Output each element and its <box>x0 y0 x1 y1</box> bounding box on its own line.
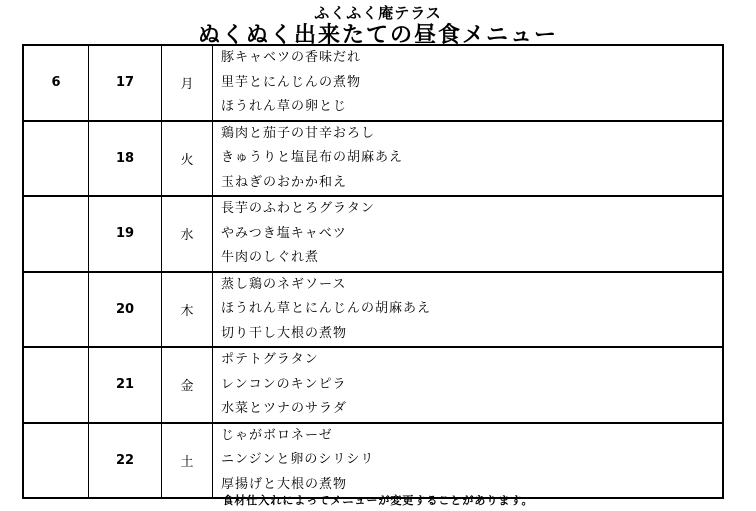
month-cell <box>23 347 89 423</box>
dish-item: 豚キャベツの香味だれ <box>221 50 362 65</box>
dish-item: ポテトグラタン <box>221 352 319 367</box>
date-cell: 17 <box>89 45 162 121</box>
weekday-cell: 水 <box>162 196 213 272</box>
month-cell <box>23 196 89 272</box>
restaurant-name: ふくふく庵テラス <box>314 4 442 22</box>
dish-item: 牛肉のしぐれ煮 <box>221 250 320 265</box>
lunch-menu-table <box>22 44 724 499</box>
dish-item: きゅうりと塩昆布の胡麻あえ <box>221 150 404 165</box>
dish-item: 厚揚げと大根の煮物 <box>221 476 348 492</box>
menu-row-20 <box>23 272 723 348</box>
month-cell: 6 <box>23 45 89 121</box>
weekday-cell: 土 <box>162 423 213 499</box>
menu-row-19 <box>23 196 723 272</box>
dish-item: ほうれん草とにんじんの胡麻あえ <box>221 301 432 316</box>
dishes-cell <box>213 196 724 272</box>
dish-item: 里芋とにんじんの煮物 <box>221 74 362 90</box>
dish-item: ニンジンと卵のシリシリ <box>221 452 375 467</box>
weekday-cell: 月 <box>162 45 213 121</box>
month-cell <box>23 423 89 499</box>
dish-item: じゃがボロネーゼ <box>221 427 333 443</box>
dish-item: 長芋のふわとろグラタン <box>221 201 375 216</box>
menu-row-22 <box>23 423 723 499</box>
dishes-cell <box>213 272 724 348</box>
date-cell: 21 <box>89 347 162 423</box>
dish-item: 蒸し鶏のネギソース <box>221 276 347 292</box>
menu-row-18 <box>23 121 723 197</box>
dish-item: 水菜とツナのサラダ <box>221 401 347 416</box>
dishes-cell <box>213 45 724 121</box>
month-cell <box>23 121 89 197</box>
dish-item: やみつき塩キャベツ <box>221 225 347 241</box>
page-title: ぬくぬく出来たての昼食メニュー <box>197 23 558 48</box>
dishes-cell <box>213 423 724 499</box>
dish-item: レンコンのキンピラ <box>221 376 347 392</box>
month-cell <box>23 272 89 348</box>
weekday-cell: 火 <box>162 121 213 197</box>
weekday-cell: 木 <box>162 272 213 348</box>
date-cell: 18 <box>89 121 162 197</box>
menu-row-21 <box>23 347 723 423</box>
date-cell: 22 <box>89 423 162 499</box>
dishes-cell <box>213 347 724 423</box>
dish-item: ほうれん草の卵とじ <box>221 99 348 114</box>
menu-change-notice: 食材仕入れによってメニューが変更することがあります。 <box>222 494 534 507</box>
dish-item: 玉ねぎのおかか和え <box>221 174 348 190</box>
date-cell: 20 <box>89 272 162 348</box>
dish-item: 切り干し大根の煮物 <box>221 325 348 341</box>
dishes-cell <box>213 121 724 197</box>
dish-item: 鶏肉と茄子の甘辛おろし <box>221 125 376 141</box>
date-cell: 19 <box>89 196 162 272</box>
menu-row-17 <box>23 45 723 121</box>
weekday-cell: 金 <box>162 347 213 423</box>
